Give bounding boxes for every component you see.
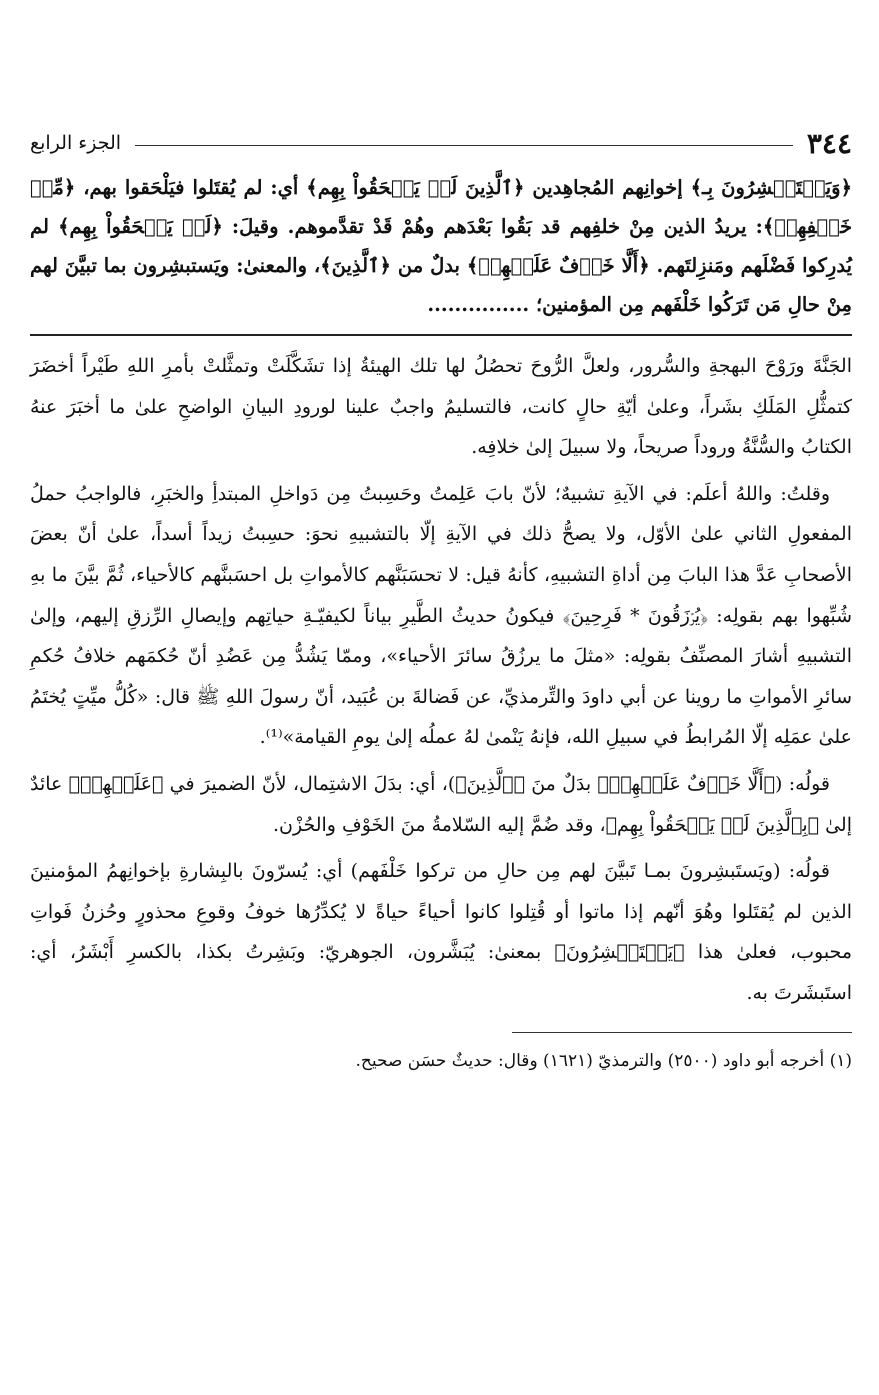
commentary-block xyxy=(30,346,852,1014)
commentary-paragraph: قولُه: (﴿أَلَّا خَوۡفٌ عَلَيۡهِمۡ﴾ بدَلٌ منَ ﴿ٱلَّذِينَ﴾)، أي: بدَلَ الاشتِمال، لأنّ الضميرَ في ﴿عَلَيۡهِمۡ﴾ عائدٌ إلىٰ ﴿بِٱلَّذِينَ لَمۡ يَلۡحَقُواْ بِهِم﴾، وقد ضُمَّ إليه السّلامةُ منَ الخَوْفِ والحُزْن. xyxy=(30,772,852,836)
footnote: (١) أخرجه أبو داود (٢٥٠٠) والترمذيّ (١٦٢١) وقال: حديثٌ حسَن صحيح. xyxy=(355,1050,852,1071)
page-number: ٣٤٤ xyxy=(806,126,852,160)
footnote-divider xyxy=(512,1032,852,1033)
commentary-paragraph: الجَنَّةَ ورَوْحَ البهجةِ والسُّرور، ولعلَّ الرُّوحَ تحصُلُ لها تلك الهيئةُ إذا تشَكَّلَتْ وتمثَّلتْ بأمرِ اللهِ طَيْراً أخضَرَ كتمثُّلِ المَلَكِ بشَراً، وعلىٰ أيّةِ حالٍ كانت، فالتسليمُ واجبٌ علينا لورودِ البيانِ الواضحِ علىٰ ما أخبَرَ عنهُ الكتابُ والسُّنَّةُ وروداً صريحاً، ولا سبيلَ إلىٰ خلافِه. xyxy=(30,355,852,459)
document-page xyxy=(30,118,852,1075)
header-divider xyxy=(135,145,793,146)
section-divider xyxy=(30,334,852,336)
part-title: الجزء الرابع xyxy=(30,132,122,154)
commented-text-paragraph: ﴿وَيَسۡتَبۡشِرُونَ بِـ﴾ إخوانِهم المُجاهِدين ﴿ٱلَّذِينَ لَمۡ يَلۡحَقُواْ بِهِم﴾ أي: لم يُقتَلوا فيَلْحَقوا بهم، ﴿مِّنۡ خَلۡفِهِمۡ﴾: يريدُ الذين مِنْ خلفِهم قد بَقُوا بَعْدَهم وهُمْ قَدْ تقدَّموهم. وقيلَ: ﴿لَمۡ يَلۡحَقُواْ بِهِم﴾ لم يُدرِكوا فَضْلَهم ومَنزِلتَهم. ﴿أَلَّا خَوۡفٌ عَلَيۡهِمۡ﴾ بدلٌ من ﴿ٱلَّذِينَ﴾، والمعنىٰ: ويَستبشِرون بما تبيَّنَ لهم مِنْ حالِ مَن تَرَكُوا خَلْفَهم مِن المؤمنين؛ ............... xyxy=(30,176,853,316)
commentary-paragraph: وقلتُ: واللهُ أعلَم: في الآيةِ تشبيهٌ؛ لأنّ بابَ عَلِمتُ وحَسِبتُ مِن دَواخلِ المبتدأِ والخبَرِ، فالواجبُ حملُ المفعولِ الثاني علىٰ الأوّل، ولا يصحُّ ذلك في الآيةِ إلّا بالتشبيهِ نحوَ: حسِبتُ زيداً أسداً، علىٰ أنّ بعضَ الأصحابِ عَدَّ هذا البابَ مِن أداةِ التشبيهِ، كأنهُ قيل: لا تحسَبَنَّهم كالأمواتِ بل احسَبنَّهم كالأحياء، ثُمَّ بيَّنَ ما بهِ شُبِّهوا بهم بقولِه: ﴿يُرۡزَقُونَ * فَرِحِينَ﴾ فيكونُ حديثُ الطَّيرِ بياناً لكيفيّـةِ حياتِهم وإيصالِ الرِّزقِ إليهم، وإلىٰ التشبيهِ أشارَ المصنِّفُ بقولِه: «مثلَ ما يرزُقُ سائرَ الأحياء»، وممّا يَشُدُّ مِن عَضُدِ أنّ حُكمَهم خلافُ حُكمِ سائرِ الأمواتِ ما روينا عن أبي داودَ والتِّرمذيِّ، عن فَضالةَ بن عُبَيد، أنّ رسولَ اللهِ ﷺ قال: «كُلُّ ميِّتٍ يُختَمُ علىٰ عمَلِه إلّا المُرابطُ في سبيلِ الله، فإنهُ يَنْمىٰ لهُ عملُه إلىٰ يومِ القيامة»⁽¹⁾. xyxy=(30,482,852,749)
page-header xyxy=(30,118,852,168)
commented-text-block xyxy=(30,168,852,324)
commentary-paragraph: قولُه: (ويَستَبشِرونَ بمـا تَبيَّنَ لهم مِن حالِ من تركوا خَلْفَهم) أي: يُسرّونَ بالبِشارةِ بإخوانِهمُ المؤمنينَ الذين لم يُقتَلوا وهُوَ أنّهم إذا ماتوا أو قُتِلوا كانوا أحياءً حياةً لا يُكدِّرُها خوفُ وقوعِ محذورٍ وحُزنُ فَواتِ محبوب، فعلىٰ هذا ﴿يَسۡتَبۡشِرُونَ﴾ بمعنىٰ: يُبَشَّرون، الجوهريّ: وبَشِرتُ بكذا، بالكسرِ أَبْشَرُ، أي: استَبشَرتَ به. xyxy=(30,860,852,1004)
